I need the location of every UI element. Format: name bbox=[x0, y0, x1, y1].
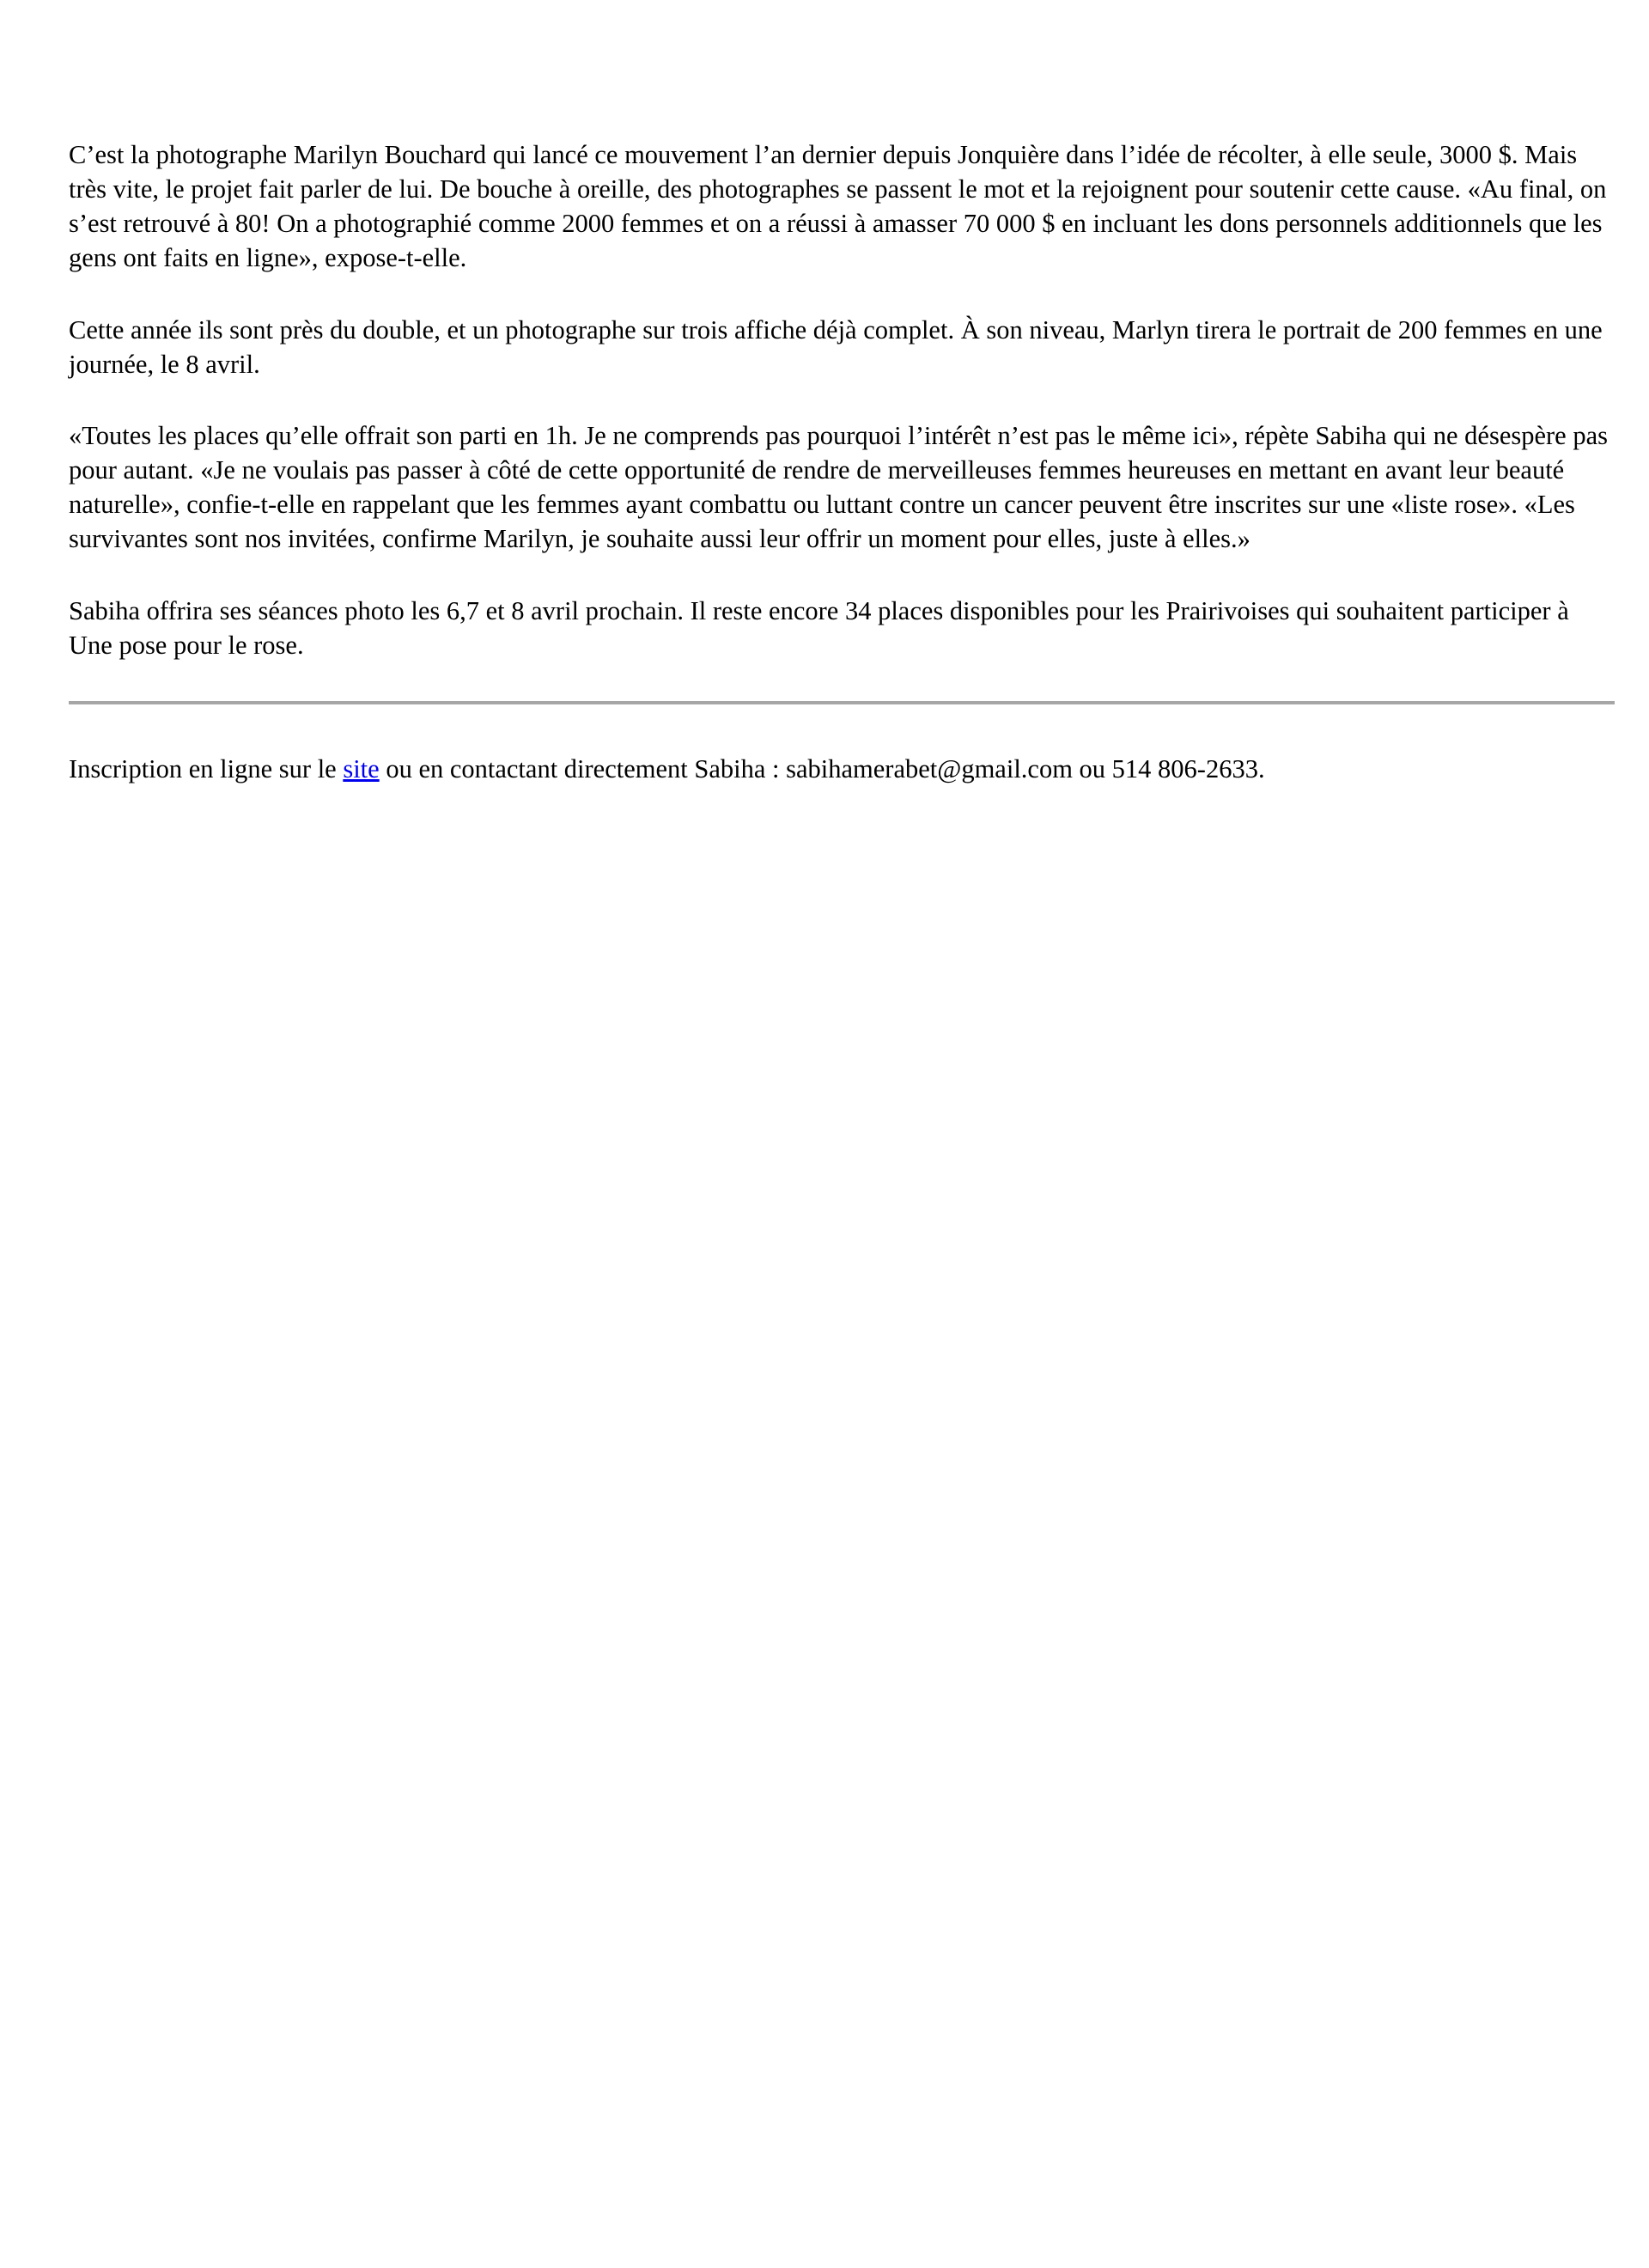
paragraph-marilyn-bouchard: C’est la photographe Marilyn Bouchard qui lancé ce mouvement l’an dernier depuis Jonquière dans l’idée de récolter, à elle seule, 3000 $. Mais très vite, le projet fait parler de lui. De bouche à oreille, des photographes se passent le mot et la rejoignent pour soutenir cette cause. «Au final, on s’est retrouvé à 80! On a photographié comme 2000 femmes et on a réussi à amasser 70 000 $ en incluant les dons personnels additionnels que les gens ont faits en ligne», expose-t-elle. bbox=[69, 140, 1607, 272]
signup-line bbox=[69, 752, 1615, 786]
site-link[interactable]: site bbox=[343, 754, 380, 783]
paragraph-toutes-les-places: «Toutes les places qu’elle offrait son parti en 1h. Je ne comprends pas pourquoi l’intérêt n’est pas le même ici», répète Sabiha qui ne désespère pas pour autant. «Je ne voulais pas passer à côté de cette opportunité de rendre de merveilleuses femmes heureuses en mettant en avant leur beauté naturelle», confie-t-elle en rappelant que les femmes ayant combattu ou luttant contre un cancer peuvent être inscrites sur une «liste rose». «Les survivantes sont nos invitées, confirme Marilyn, je souhaite aussi leur offrir un moment pour elles, juste à elles.» bbox=[69, 421, 1608, 553]
signup-suffix: ou en contactant directement Sabiha : sabihamerabet@gmail.com ou 514 806-2633. bbox=[379, 754, 1265, 783]
signup-prefix: Inscription en ligne sur le bbox=[69, 754, 337, 783]
section-divider bbox=[69, 701, 1615, 704]
article-body bbox=[69, 137, 1615, 786]
paragraph-cette-annee: Cette année ils sont près du double, et un photographe sur trois affiche déjà complet. À son niveau, Marlyn tirera le portrait de 200 femmes en une journée, le 8 avril. bbox=[69, 315, 1603, 379]
paragraph-sabiha-seances: Sabiha offrira ses séances photo les 6,7 et 8 avril prochain. Il reste encore 34 places disponibles pour les Prairivoises qui souhaitent participer à Une pose pour le rose. bbox=[69, 596, 1569, 660]
